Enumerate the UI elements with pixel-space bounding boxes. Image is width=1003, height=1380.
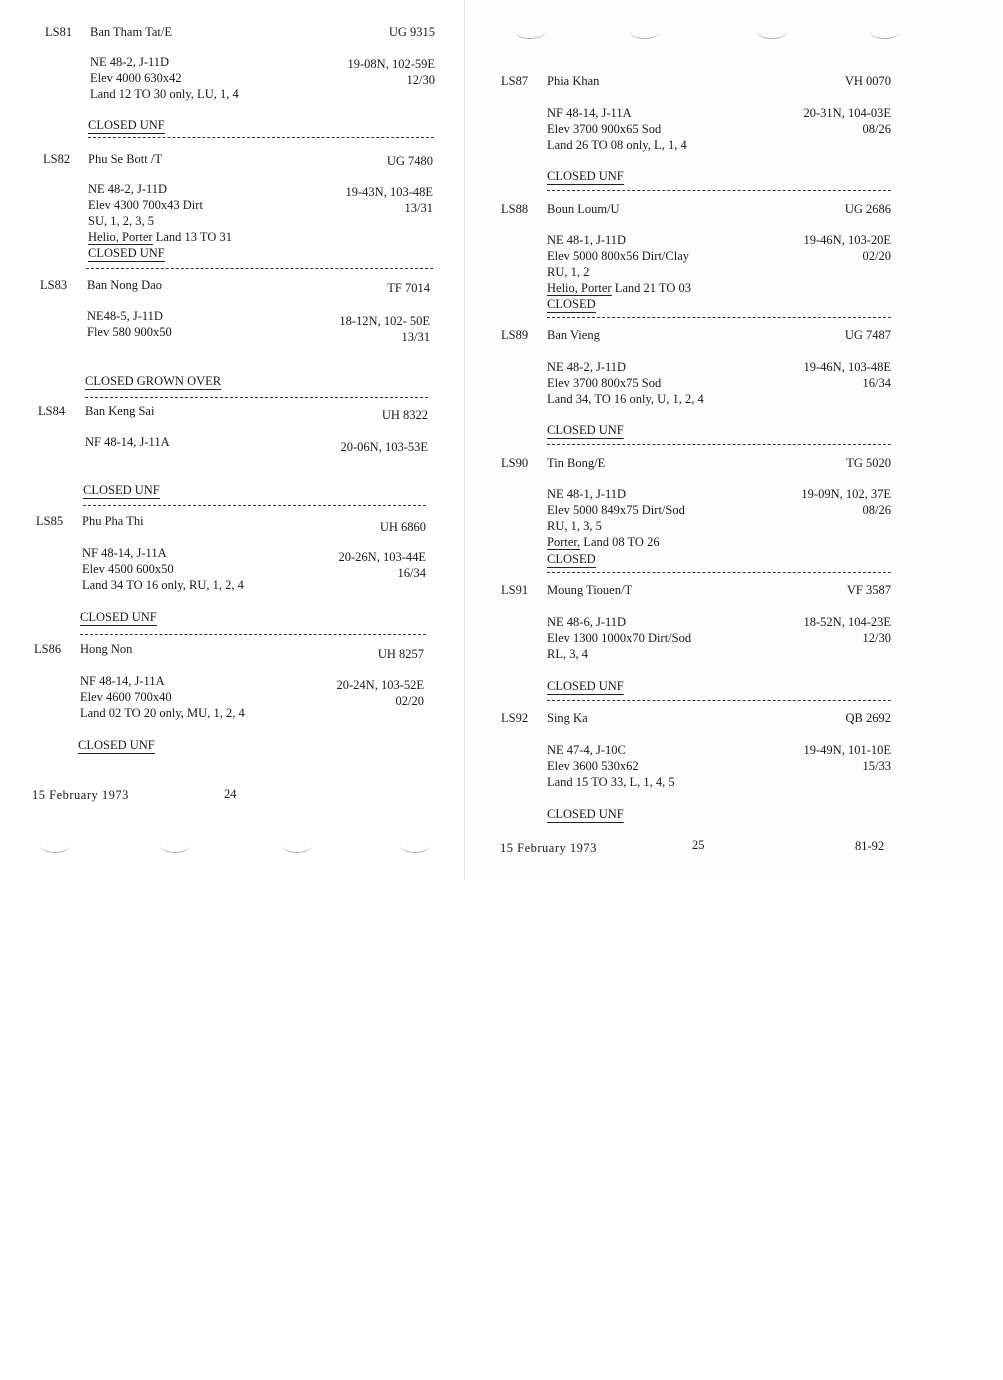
detail-line: NE 48-1, J-11D <box>547 487 627 501</box>
site-code: LS88 <box>501 202 529 216</box>
page-range: 81-92 <box>855 839 885 853</box>
detail-line: NF 48-14, J-11A <box>85 435 170 449</box>
aircraft-type: Helio, Porter <box>547 281 612 295</box>
separator <box>547 190 891 191</box>
aircraft-type: Porter, <box>547 535 581 549</box>
page-number: 24 <box>224 787 237 801</box>
status-label: CLOSED <box>547 552 596 566</box>
site-code: LS84 <box>38 404 66 418</box>
detail-line: Land 13 TO 31 <box>152 230 232 244</box>
coordinates: 19-46N, 103-20E <box>803 233 891 247</box>
status-label: CLOSED UNF <box>83 483 160 497</box>
site-name: Ban Keng Sai <box>85 404 155 418</box>
runway-heading: 12/30 <box>862 631 891 645</box>
detail-line: NF 48-14, J-11A <box>82 546 167 560</box>
grid-reference: TF 7014 <box>387 281 430 295</box>
detail-line: Elev 5000 849x75 Dirt/Sod <box>547 503 685 517</box>
site-name: Phu Pha Thi <box>82 514 144 528</box>
status-label: CLOSED UNF <box>547 679 624 693</box>
detail-line: Elev 4600 700x40 <box>80 690 172 704</box>
detail-line: NE 48-6, J-11D <box>547 615 627 629</box>
detail-line: NE 48-2, J-11D <box>88 182 168 196</box>
runway-heading: 08/26 <box>862 503 891 517</box>
status-label: CLOSED UNF <box>547 423 624 437</box>
detail-line: NE48-5, J-11D <box>87 309 163 323</box>
runway-heading: 02/20 <box>862 249 891 263</box>
separator <box>547 700 891 701</box>
right-page <box>465 0 1003 880</box>
detail-line: Land 02 TO 20 only, MU, 1, 2, 4 <box>80 706 245 720</box>
status-label: CLOSED UNF <box>547 169 624 183</box>
separator <box>547 572 891 573</box>
runway-heading: 16/34 <box>397 566 426 580</box>
binder-hole <box>40 838 70 853</box>
detail-line: Land 34 TO 16 only, RU, 1, 2, 4 <box>82 578 244 592</box>
site-name: Phia Khan <box>547 74 600 88</box>
detail-line: NF 48-14, J-11A <box>80 674 165 688</box>
site-name: Moung Tiouen/T <box>547 583 633 597</box>
site-code: LS85 <box>36 514 64 528</box>
detail-line: SU, 1, 2, 3, 5 <box>88 214 154 228</box>
binder-hole <box>630 24 660 39</box>
coordinates: 20-26N, 103-44E <box>338 550 426 564</box>
runway-heading: 13/31 <box>404 201 433 215</box>
runway-heading: 16/34 <box>862 376 891 390</box>
detail-line: Elev 3600 530x62 <box>547 759 639 773</box>
detail-line: Land 21 TO 03 <box>611 281 691 295</box>
detail-line: Elev 4300 700x43 Dirt <box>88 198 203 212</box>
status-label: CLOSED <box>547 297 596 311</box>
grid-reference: UG 9315 <box>388 25 435 39</box>
detail-line: Land 08 TO 26 <box>580 535 660 549</box>
detail-line: Elev 5000 800x56 Dirt/Clay <box>547 249 689 263</box>
runway-heading: 12/30 <box>406 73 435 87</box>
coordinates: 19-08N, 102-59E <box>347 57 435 71</box>
grid-reference: UG 7480 <box>386 154 433 168</box>
status-label: CLOSED UNF <box>88 118 165 132</box>
coordinates: 19-49N, 101-10E <box>803 743 891 757</box>
grid-reference: UG 7487 <box>844 328 891 342</box>
separator <box>83 505 426 506</box>
site-code: LS90 <box>501 456 529 470</box>
detail-line: Land 15 TO 33, L, 1, 4, 5 <box>547 775 675 789</box>
separator <box>85 397 428 398</box>
coordinates: 18-52N, 104-23E <box>803 615 891 629</box>
site-code: LS91 <box>501 583 529 597</box>
status-label: CLOSED UNF <box>547 807 624 821</box>
grid-reference: UH 8322 <box>381 408 428 422</box>
coordinates: 19-46N, 103-48E <box>803 360 891 374</box>
grid-reference: VF 3587 <box>846 583 891 597</box>
left-page <box>0 0 465 880</box>
binder-hole <box>160 838 190 853</box>
status-label: CLOSED UNF <box>88 246 165 260</box>
detail-line: NF 48-14, J-11A <box>547 106 632 120</box>
site-code: LS82 <box>43 152 71 166</box>
detail-line: Land 12 TO 30 only, LU, 1, 4 <box>90 87 239 101</box>
detail-line: NE 48-1, J-11D <box>547 233 627 247</box>
grid-reference: UH 8257 <box>377 647 424 661</box>
coordinates: 19-43N, 103-48E <box>345 185 433 199</box>
grid-reference: VH 0070 <box>844 74 891 88</box>
coordinates: 20-06N, 103-53E <box>340 440 428 454</box>
site-name: Boun Loum/U <box>547 202 620 216</box>
detail-line: Flev 580 900x50 <box>87 325 172 339</box>
runway-heading: 13/31 <box>401 330 430 344</box>
detail-line: Land 26 TO 08 only, L, 1, 4 <box>547 138 687 152</box>
coordinates: 19-09N, 102, 37E <box>801 487 891 501</box>
status-label: CLOSED UNF <box>78 738 155 752</box>
separator <box>88 137 434 138</box>
site-name: Sing Ka <box>547 711 588 725</box>
site-name: Ban Vieng <box>547 328 600 342</box>
site-code: LS92 <box>501 711 529 725</box>
separator <box>547 317 891 318</box>
separator <box>80 634 426 635</box>
detail-line: Elev 3700 900x65 Sod <box>547 122 662 136</box>
detail-line: RU, 1, 2 <box>547 265 590 279</box>
coordinates: 20-31N, 104-03E <box>803 106 891 120</box>
site-name: Ban Nong Dao <box>87 278 162 292</box>
footer-date: 15 February 1973 <box>500 841 597 855</box>
site-code: LS81 <box>45 25 73 39</box>
detail-line: NE 47-4, J-10C <box>547 743 626 757</box>
detail-line: Elev 3700 800x75 Sod <box>547 376 662 390</box>
detail-line: RU, 1, 3, 5 <box>547 519 602 533</box>
site-code: LS83 <box>40 278 68 292</box>
grid-reference: UG 2686 <box>844 202 891 216</box>
binder-hole <box>515 24 545 39</box>
status-label: CLOSED GROWN OVER <box>85 374 222 388</box>
binder-hole <box>400 838 430 853</box>
site-name: Tin Bong/E <box>547 456 606 470</box>
detail-line: Elev 1300 1000x70 Dirt/Sod <box>547 631 692 645</box>
binder-hole <box>757 24 787 39</box>
detail-line: NE 48-2, J-11D <box>90 55 170 69</box>
site-name: Phu Se Bott /T <box>88 152 162 166</box>
runway-heading: 02/20 <box>395 694 424 708</box>
page-number: 25 <box>692 838 705 852</box>
separator <box>547 444 891 445</box>
footer-date: 15 February 1973 <box>32 788 129 802</box>
grid-reference: QB 2692 <box>845 711 891 725</box>
separator <box>86 268 433 269</box>
detail-line: Elev 4000 630x42 <box>90 71 182 85</box>
runway-heading: 15/33 <box>862 759 891 773</box>
coordinates: 20-24N, 103-52E <box>336 678 424 692</box>
grid-reference: TG 5020 <box>846 456 891 470</box>
site-code: LS87 <box>501 74 529 88</box>
detail-line: Elev 4500 600x50 <box>82 562 174 576</box>
aircraft-type: Helio, Porter <box>88 230 153 244</box>
status-label: CLOSED UNF <box>80 610 157 624</box>
binder-hole <box>282 838 312 853</box>
binder-hole <box>870 24 900 39</box>
site-name: Ban Tham Tat/E <box>90 25 172 39</box>
site-name: Hong Non <box>80 642 133 656</box>
runway-heading: 08/26 <box>862 122 891 136</box>
site-code: LS89 <box>501 328 529 342</box>
grid-reference: UH 6860 <box>379 520 426 534</box>
coordinates: 18-12N, 102- 50E <box>339 314 430 328</box>
detail-line: NE 48-2, J-11D <box>547 360 627 374</box>
detail-line: Land 34, TO 16 only, U, 1, 2, 4 <box>547 392 704 406</box>
detail-line: RL, 3, 4 <box>547 647 588 661</box>
site-code: LS86 <box>34 642 62 656</box>
